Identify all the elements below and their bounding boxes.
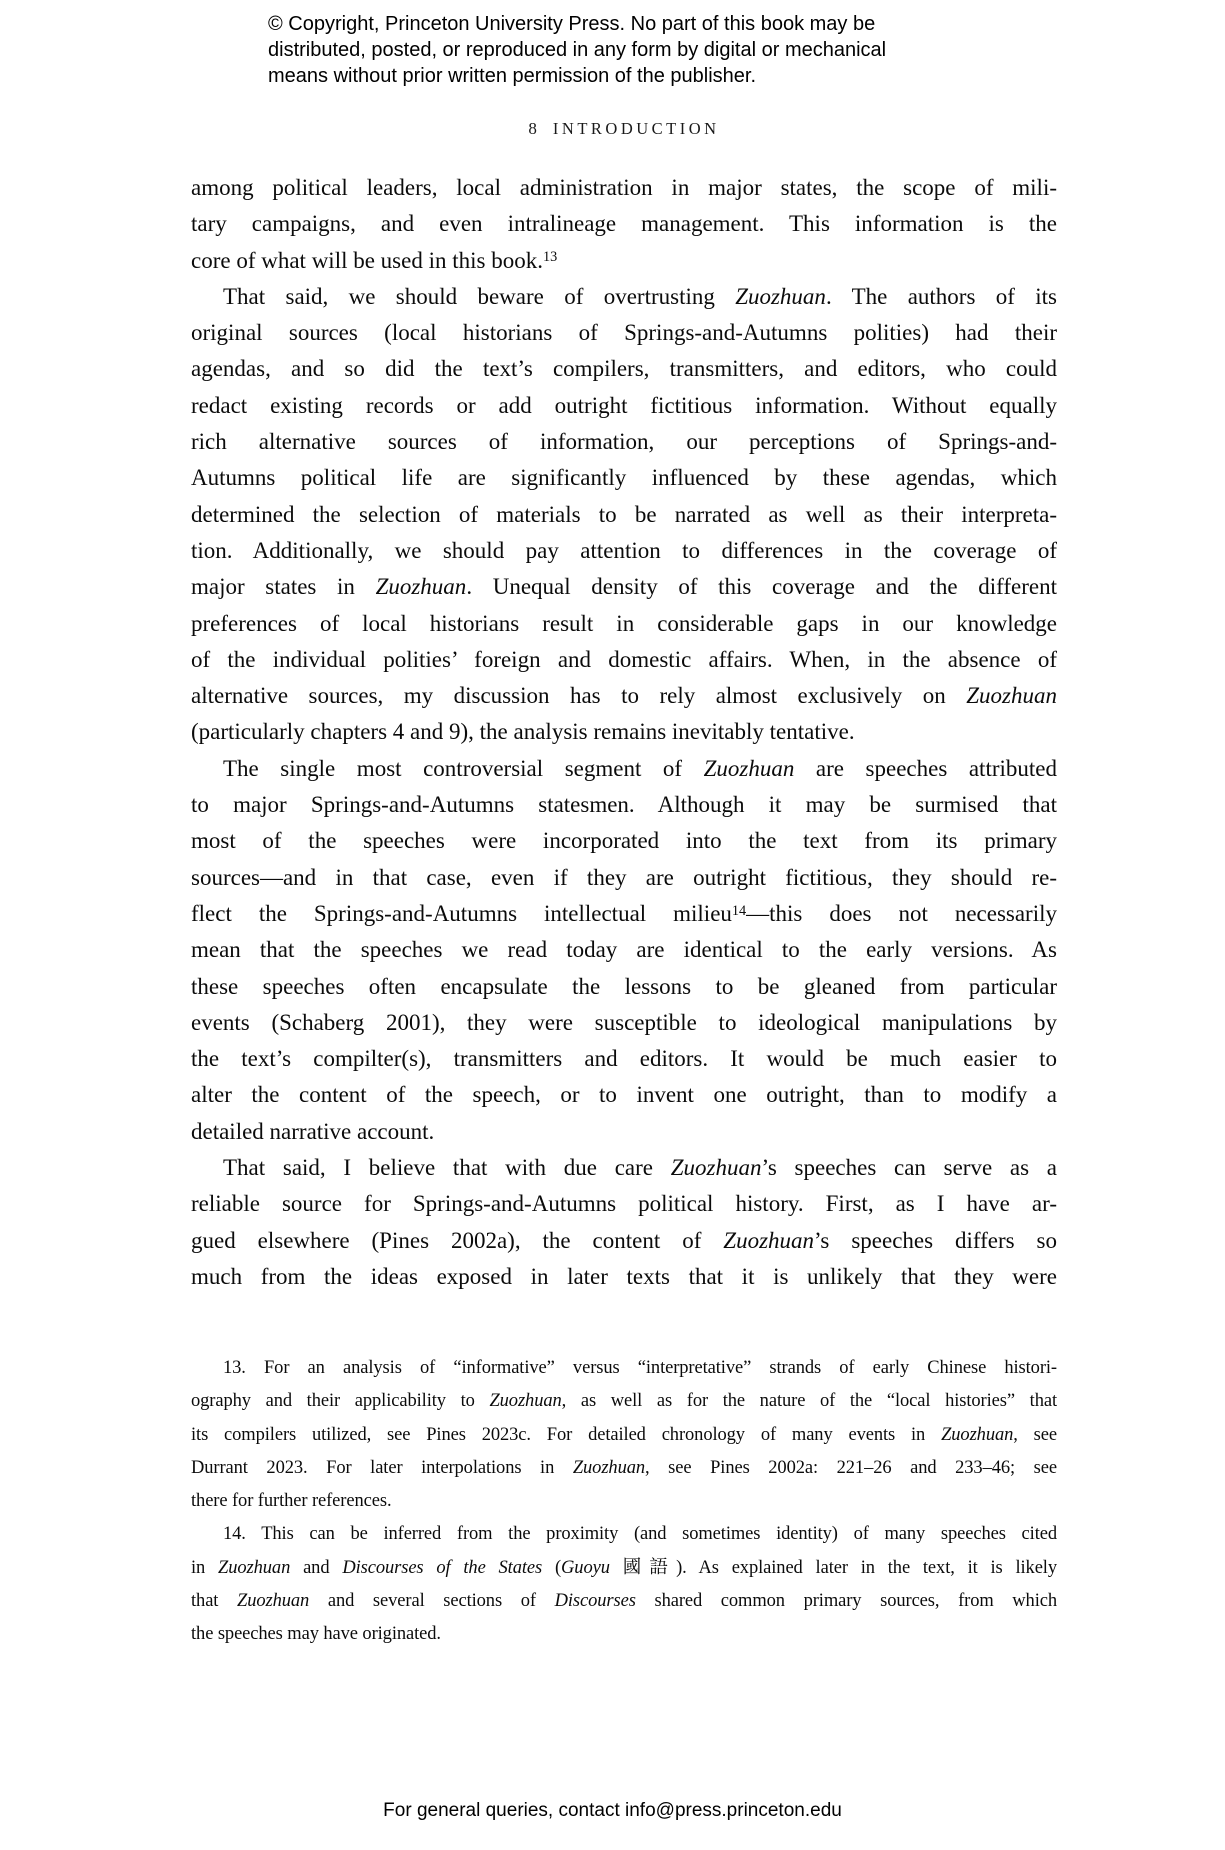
text-run: these speeches often encapsulate the lessons to be gleaned from particular [191,973,1057,999]
text-line [191,823,1057,859]
text-run: reliable source for Springs-and-Autumns political history. First, as I have ar- [191,1191,1057,1217]
text-line [191,170,1057,206]
text-run: Discourses of the States [342,1557,543,1578]
text-line [191,533,1057,569]
text-run: (particularly chapters 4 and 9), the analysis remains inevitably tentative. [191,719,855,745]
text-run: Zuozhuan [237,1590,310,1611]
text-run: , see [1013,1424,1057,1445]
text-run: 13. For an analysis of “informative” versus “interpretative” strands of early Chinese histori- [223,1358,1057,1378]
text-line [191,896,1057,932]
text-run: the speeches may have originated. [191,1624,441,1644]
text-line [191,351,1057,387]
text-run: The single most controversial segment of [223,755,704,781]
text-line [191,932,1057,968]
text-run: Zuozhuan [735,283,826,309]
text-run: . Unequal density of this coverage and the different [466,574,1057,600]
text-line [191,1419,1057,1452]
text-run: Guoyu [561,1557,610,1578]
text-run: Zuozhuan [218,1557,291,1578]
paragraph [191,751,1057,1150]
text-run: and [290,1557,343,1578]
paragraph [191,170,1057,279]
text-run: events (Schaberg 2001), they were susceptible to ideological manipulations by [191,1009,1057,1035]
text-line [191,642,1057,678]
text-line [191,1005,1057,1041]
text-run: Zuozhuan [703,755,795,781]
text-line [191,1518,1057,1551]
text-run: tion. Additionally, we should pay attention to differences in the coverage of [191,537,1057,563]
text-run: agendas, and so did the text’s compilers, transmitters, and editors, who could [191,356,1057,382]
text-run: . The authors of its [825,283,1057,309]
text-run: the text’s compilter(s), transmitters and editors. It would be much easier to [191,1046,1057,1072]
paragraph [191,1150,1057,1295]
text-run: detailed narrative account. [191,1118,435,1144]
text-run: shared common primary sources, from which [635,1590,1057,1611]
text-line [191,1385,1057,1418]
text-line [191,1485,1057,1518]
text-run: its compilers utilized, see Pines 2023c. For detailed chronology of many events in [191,1424,942,1445]
text-line [191,1585,1057,1618]
paragraph [191,279,1057,751]
copyright-line: means without prior written permission of the publisher. [268,65,757,87]
text-run: are speeches attributed [794,755,1057,781]
text-line [191,751,1057,787]
text-line [191,1259,1057,1295]
text-run: rich alternative sources of information, our perceptions of Springs-and- [191,429,1057,455]
chapter-title: INTRODUCTION [552,119,720,138]
text-run: Zuozhuan [723,1227,815,1253]
text-line [191,315,1057,351]
footnote-marker: 13 [542,249,558,266]
text-run: Zuozhuan [572,1457,646,1478]
text-line [191,243,1057,279]
text-line [191,860,1057,896]
text-run: much from the ideas exposed in later texts that it is unlikely that they were [191,1263,1057,1289]
text-line [191,497,1057,533]
text-line [191,1041,1057,1077]
copyright-notice [268,11,886,89]
text-run: Durrant 2023. For later interpolations in [191,1457,573,1478]
text-line [191,424,1057,460]
text-line [191,678,1057,714]
text-line [191,714,1057,750]
text-line [191,1114,1057,1150]
text-run: , as well as for the nature of the “local histories” that [561,1391,1057,1412]
text-run: core of what will be used in this book. [191,247,543,273]
text-line [191,569,1057,605]
text-run: mean that the speeches we read today are identical to the early versions. As [191,937,1057,963]
text-run: in [191,1557,219,1578]
text-run: 14. This can be inferred from the proximity (and sometimes identity) of many speeches cited [223,1524,1057,1545]
text-line [191,388,1057,424]
text-run: that [191,1590,237,1611]
text-run: gued elsewhere (Pines 2002a), the content of [191,1227,724,1253]
text-line [191,1618,1057,1651]
text-run: alter the content of the speech, or to invent one outright, than to modify a [191,1082,1057,1108]
text-line [191,1223,1057,1259]
text-run: preferences of local historians result in considerable gaps in our knowledge [191,610,1057,636]
text-run: Autumns political life are significantly influenced by these agendas, which [191,465,1057,491]
main-text [191,170,1057,1295]
text-line [191,1452,1057,1485]
text-run: That said, I believe that with due care [223,1155,671,1181]
text-run: flect the Springs-and-Autumns intellectual milieu [191,900,732,926]
text-run: Discourses [554,1590,636,1611]
text-run: ’s speeches differs so [814,1227,1057,1253]
text-run: original sources (local historians of Springs-and-Autumns polities) had their [191,320,1057,346]
text-run: ography and their applicability to [191,1391,490,1412]
text-run: Zuozhuan [941,1424,1014,1445]
copyright-line: © Copyright, Princeton University Press. No part of this book may be [268,13,876,35]
text-run: to major Springs-and-Autumns statesmen. Although it may be surmised that [191,792,1057,818]
text-run: major states in [191,574,376,600]
text-line [191,1352,1057,1385]
text-run: ( [542,1557,562,1578]
text-line [191,787,1057,823]
text-run: of the individual polities’ foreign and domestic affairs. When, in the absence of [191,646,1057,672]
text-run: redact existing records or add outright fictitious information. Without equally [191,392,1057,418]
text-run: tary campaigns, and even intralineage management. This information is the [191,211,1057,237]
footnotes-block [191,1352,1057,1651]
text-run: That said, we should beware of overtrusting [223,283,736,309]
footnote-marker: 14 [731,902,747,919]
text-run: most of the speeches were incorporated into the text from its primary [191,828,1057,854]
text-run: Zuozhuan [966,683,1057,709]
text-run: alternative sources, my discussion has to rely almost exclusively on [191,683,967,709]
text-run: Zuozhuan [489,1391,562,1412]
text-run: —this does not necessarily [746,900,1057,926]
text-run: Zuozhuan [670,1155,762,1181]
text-line [191,1552,1057,1585]
running-head [191,119,1057,139]
paragraph [191,1518,1057,1651]
text-run: ’s speeches can serve as a [761,1155,1057,1181]
text-run: , see Pines 2002a: 221–26 and 233–46; see [645,1457,1057,1478]
page-number: 8 [528,119,537,138]
text-line [191,206,1057,242]
text-run: 國語). As explained later in the text, it is likely [609,1557,1057,1578]
text-line [191,1186,1057,1222]
text-run: there for further references. [191,1491,392,1511]
text-line [191,969,1057,1005]
text-run: Zuozhuan [375,574,467,600]
text-run: determined the selection of materials to be narrated as well as their interpreta- [191,501,1057,527]
text-line [191,1150,1057,1186]
page-footer [0,1800,1225,1822]
paragraph [191,1352,1057,1518]
text-run: and several sections of [309,1590,555,1611]
text-run: sources—and in that case, even if they are outright fictitious, they should re- [191,864,1057,890]
text-line [191,279,1057,315]
text-line [191,606,1057,642]
contact-line: For general queries, contact info@press.princeton.edu [383,1800,842,1821]
copyright-line: distributed, posted, or reproduced in any form by digital or mechanical [268,39,887,61]
text-run: among political leaders, local administration in major states, the scope of mili- [191,175,1057,200]
text-line [191,460,1057,496]
text-line [191,1077,1057,1113]
